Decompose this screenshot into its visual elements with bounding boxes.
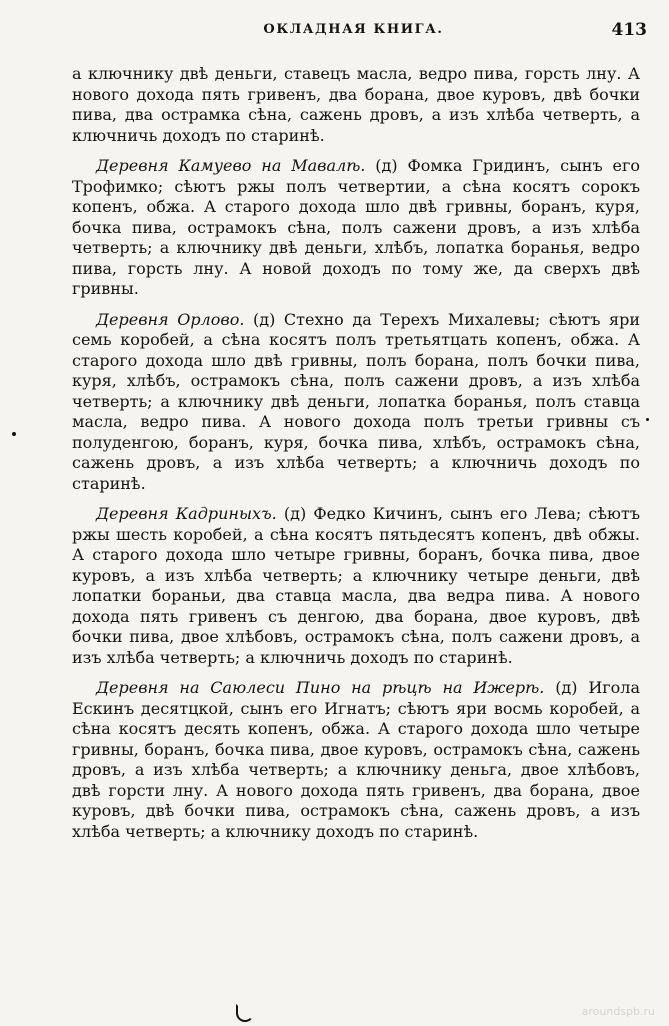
paragraph-text: (д) Федко Кичинъ, сынъ его Лева; сѣютъ ржы шесть коробей, а сѣна косятъ пятьдесятъ копенъ, двѣ обжы. А старого дохода шло четыре гривны, боранъ, бочка пива, двое куровъ, а изъ хлѣба четверть; а ключнику четыре деньги, двѣ лопатки бораньи, два ставца масла, два ведра пива. А нового дохода пять гривенъ съ денгою, два борана, двое куровъ, двѣ бочки пива, двое хлѣбовъ, остpамокъ сѣна, полъ сажени дровъ, а изъ хлѣба четверть; а ключничь доходъ по старинѣ. [72,504,640,667]
paragraph-text: (д) Фомка Гридинъ, сынъ его Трофимко; сѣютъ ржы полъ четвертии, а сѣна косятъ сорокъ копенъ, обжа. А старого дохода шло двѣ гривны, боранъ, куря, бочка пива, остpамокъ сѣна, полъ сажени дровъ, а изъ хлѣба четверть; а ключнику двѣ деньги, хлѣбъ, лопатка боранья, ведро пива, горсть лну. А новой доходъ по тому же, да сверхъ двѣ гривны. [72,156,641,298]
ink-speck [12,432,16,436]
body-text [72,64,640,852]
ink-stroke [236,1004,254,1022]
paragraph-village-orlovo [72,310,640,495]
village-name: Деревня на Саюлеси Пино на рѣцѣ на Ижерѣ. [96,678,545,697]
village-name: Деревня Камуево на Мавалѣ. [96,156,366,175]
ink-speck [646,418,649,421]
village-name: Деревня Орлово. [96,309,245,329]
paragraph-text: а ключнику двѣ деньги, ставецъ масла, ведро пива, горсть лну. А нового дохода пять гривенъ, два борана, двое куровъ, двѣ бочки пива, два острамка сѣна, сажень дровъ, а изъ хлѣба четверть, а ключничь доходъ по старинѣ. [72,64,640,145]
paragraph-village-kamuevo [72,156,640,300]
paragraph-village-saiulesi-pino [72,678,640,842]
village-name: Деревня Кадриныхъ. [96,504,277,523]
page-number: 413 [611,20,647,40]
paragraph-text: (д) Стехно да Терехъ Михалевы; сѣютъ яри семь коробей, а сѣна косятъ полъ третьятцать копенъ, обжа. А старого дохода шло двѣ гривны, полъ борана, полъ бочки пива, куря, хлѣбъ, остpамокъ сѣна, полъ сажени дровъ, а изъ хлѣба четверть; а ключнику двѣ деньги, лопатка боранья, полъ ставца масла, ведро пива. А нового дохода полъ третьи гривны съ полуденгою, боранъ, куря, бочка пива, хлѣбъ, остpамокъ сѣна, сажень дровъ, а изъ хлѣба четверть; а ключничь доходъ по старинѣ. [72,309,640,493]
watermark: aroundspb.ru [581,1005,655,1018]
paragraph-continuation [72,64,640,146]
page-header [60,20,647,46]
paragraph-text: (д) Игола Ескинъ десятцкой, сынъ его Игнатъ; сѣютъ яри восмь коробей, а сѣна косятъ десять копенъ, обжа. А старого дохода шло четыре гривны, боранъ, бочка пива, двое куровъ, остpамокъ сѣна, сажень дровъ, а изъ хлѣба четверть; а ключнику деньга, двое хлѣбовъ, двѣ горсти лну. А нового дохода пять гривенъ, два борана, двое куровъ, двѣ бочки пива, остpамокъ сѣна, сажень дровъ, а изъ хлѣба четверть; а ключнику доходъ по старинѣ. [72,678,640,841]
running-title: ОКЛАДНАЯ КНИГА. [263,22,444,37]
paragraph-village-kadrinykh [72,504,640,668]
